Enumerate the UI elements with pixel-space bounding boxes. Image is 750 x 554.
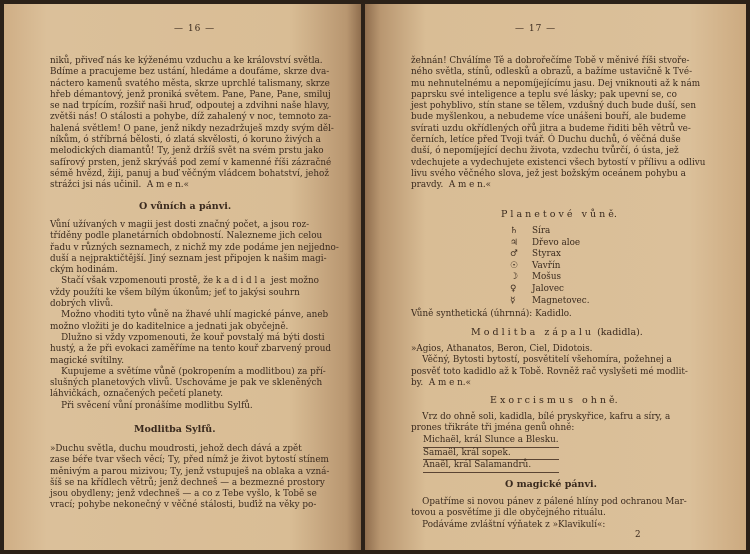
heading-magicka-panev: O magické pánvi. [505, 479, 597, 490]
left-paragraph-2: Vůní užívaných v magii jest dosti značný počet, a jsou roz- tříděny podle planetárních obdobností. Nalezneme jich celou řadu v různých seznamech, z nichž my zde podáme jen nejjedno- duší a nejpraktičtější. Jiný seznam jest připojen k našim magi- ckým hodinám. Stačí však vzpomenouti prostě, že k a d i d l a jest možno vždy použíti ke všem bílým úkonům; jeť to jakýsi souhrn dobrých vlivů. Možno vhoditi tyto vůně na žhavé uhlí magické pánve, aneb možno vložiti je do kaditelnice a jednati jak obyčejně. Dlužno si vždy vzpomenouti, že kouř povstalý má býti dosti hustý, a že při evokaci zaměříme na tento kouř zbarvený proud magické svítilny. Kupujeme a světíme vůně (pokropením a modlitbou) za pří- slušných planetových vlivů. Uschováme je pak ve skleněných láhvičkách, označených pečetí planety. Při svěcení vůní pronášíme modlitbu Sylfů. [50, 220, 339, 411]
right-paragraph-2: »Agios, Athanatos, Beron, Ciel, Didotois. Věčný, Bytosti bytostí, posvětitelí všehomíra, požehnej a posvěť toto kadidlo až k Tobě. Rovněž rač vyslyšeti mé modlit- by. A m e n.« [411, 344, 688, 388]
heading-planetove-vune: P l a n e t o v é v ů n ě. [501, 209, 617, 220]
mars-symbol-icon: ♂ [510, 249, 518, 260]
list-item: ♄ Síra [510, 226, 551, 236]
signature-number: 2 [635, 530, 641, 540]
left-page [4, 4, 361, 550]
list-item: ♃ Dřevo aloe [510, 237, 581, 248]
page-number-right: — 17 — [515, 24, 557, 34]
right-page [365, 4, 746, 550]
mercury-symbol-icon: ☿ [510, 295, 516, 306]
heading-modlitba-sylfu: Modlitba Sylfů. [134, 424, 216, 435]
page-number-left: — 16 — [174, 24, 216, 34]
heading-modlitba-zapalu: M o d l i t b a z á p a l u (kadidla). [471, 327, 643, 338]
heading-exorcismus-ohne: E x o r c i s m u s o h n ě. [490, 395, 618, 406]
venus-symbol-icon: ♀ [510, 283, 517, 294]
moon-symbol-icon: ☽ [510, 272, 518, 283]
jupiter-symbol-icon: ♃ [510, 237, 518, 248]
list-item: ☉ Vavřín [510, 260, 561, 271]
left-paragraph-3: »Duchu světla, duchu moudrosti, jehož dech dává a zpět zase béře tvar všech věcí; Ty, před nímž je život bytostí stínem měnivým a parou mizivou; Ty, jenž vstupuješ na oblaka a vzná- šíš se na křídlech větrů; jenž dechneš — a bezmezné prostory jsou obydleny; jenž vdechneš — a co z Tebe vyšlo, k Tobě se vrací; pohybe nekonečný v věčné stálosti, buďiž na věky po- [50, 444, 330, 511]
list-item: ♂ Styrax [510, 249, 561, 260]
right-paragraph-4: Opatříme si novou pánev z pálené hlíny pod ochranou Mar- tovou a posvětíme ji dle obyčejného rituálu. Podáváme zvláštní výňatek z »Klavikulí«: [411, 497, 687, 530]
saturn-symbol-icon: ♄ [510, 226, 518, 236]
list-item: ☿ Magnetovec. [510, 295, 590, 306]
synthetic-fragrance: Vůně synthetická (úhrnná): Kadidlo. [411, 309, 572, 319]
left-paragraph-1: niků, přiveď nás ke kýženému vzduchu a ke království světla. Bdíme a pracujeme bez ustání, hledáme a doufáme, skrze dva- náctero kamenů svatého města, skrze uprchlé talismany, skrze hřeb démantový, jenž proniká světem. Pane, Pane, Pane, smiluj se nad trpícím, rozšiř naši hruď, odpoutej a zdvihni naše hlavy, zvětši nás! O stálosti a pohybe, díž zahalený v noc, temnoto za- halená světlem! O pane, jenž nikdy nezadržuješ mzdy svým děl- níkům, ó stříbrná bělosti, ó zlatá skvělosti, ó koruno živých a melodických diamantů! Ty, jenž držíš svět na svém prstu jako safírový prsten, jenž skrýváš pod zemí v kamenné říši zázračné sémě hvězd, žiji, panuj a buď věčným vládcem bohatství, jehož strážci jsi nás učinil. A m e n.« [50, 56, 334, 191]
list-item: ♀ Jalovec [510, 283, 564, 294]
list-item: Anaël, král Salamandrů. [423, 460, 559, 473]
heading-vune-panev: O vůních a pánvi. [139, 201, 232, 212]
list-item: Michaël, král Slunce a Blesku. [423, 435, 559, 448]
kings-list [423, 435, 559, 473]
list-item: ☽ Mošus [510, 272, 561, 283]
right-paragraph-1: žehnán! Chválíme Tě a dobrořečíme Tobě v měnivé říši stvoře- ného světla, stínů, odlesků a obrazů, a bažíme ustavičně k Tvé- mu nehnutelnému a nepomíjejícímu jasu. Dej vniknouti až k nám paprsku své inteligence a teplu své lásky; pak upevní se, co jest pohyblivo, stín stane se tělem, vzdušný duch bude duší, sen bude myšlenkou, a nebudeme více unášeni bouří, ale budeme svírati uzdu okřídlených ořů jitra a budeme řiditi běh větrů ve- černích, letíce před Tvoji tvář. Ó Duchu duchů, ó věčná duše duší, ó nepomíjející dechu života, vzdechu tvůrčí, ó ústa, jež vdechujete a vydechujete existenci všech bytostí v přílivu a odlivu livu svého věčného slova, jež jest božským oceánem pohybu a pravdy. A m e n.« [411, 56, 706, 191]
right-paragraph-3: Vrz do ohně soli, kadidla, bílé pryskyřice, kafru a síry, a prones třikráte tři jména genů ohně: [411, 412, 671, 434]
list-item: Samaël, král sopek. [423, 448, 559, 461]
planet-list [510, 226, 590, 307]
sun-symbol-icon: ☉ [510, 260, 518, 271]
